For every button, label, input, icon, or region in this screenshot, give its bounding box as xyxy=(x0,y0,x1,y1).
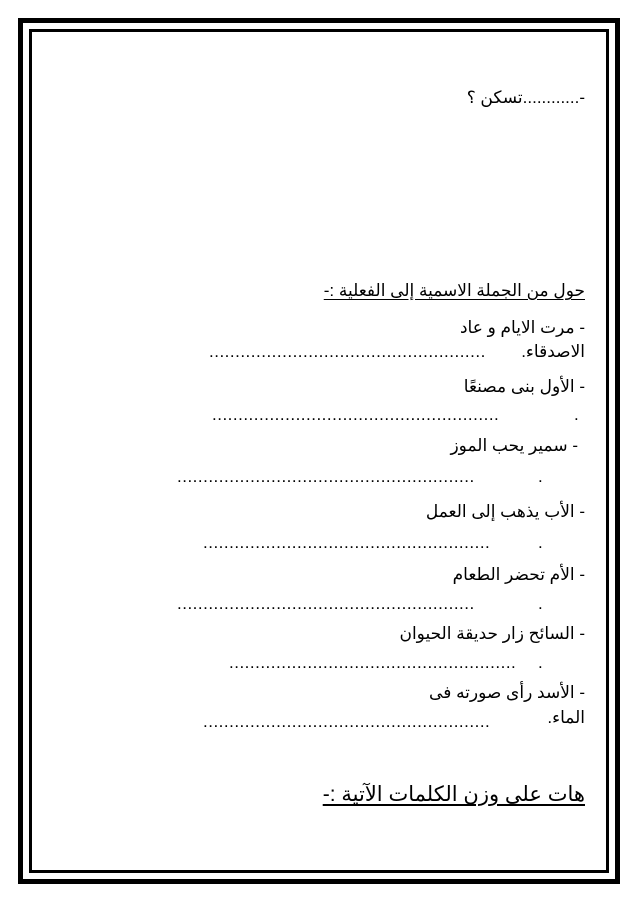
end-mark-3: . xyxy=(538,467,543,486)
exercise-sentence-3: - سمير يحب الموز xyxy=(450,436,578,455)
exercise-sentence-4: - الأب يذهب إلى العمل xyxy=(425,502,585,521)
exercise-sentence-2: - الأول بنى مصنعًا xyxy=(463,377,585,396)
end-mark-6: . xyxy=(538,653,543,672)
answer-line-4: ....................................................... xyxy=(203,533,491,552)
exercise-sentence-6: - السائح زار حديقة الحيوان xyxy=(399,624,585,643)
answer-line-6: ....................................................... xyxy=(229,653,517,672)
answer-line-2: ....................................................... xyxy=(212,405,500,424)
answer-line-7: ....................................................... xyxy=(203,712,491,731)
exercise-sentence-5: - الأم تحضر الطعام xyxy=(452,565,585,584)
question-line: -............تسكن ؟ xyxy=(466,88,585,107)
exercise-sentence-1-continuation: الاصدقاء. xyxy=(521,342,585,361)
answer-line-5: ......................................................... xyxy=(177,594,475,613)
end-mark-4: . xyxy=(538,533,543,552)
exercise-sentence-1: - مرت الايام و عاد xyxy=(459,318,585,337)
end-mark-2: . xyxy=(574,405,579,424)
section-title-word-patterns: هات على وزن الكلمات الآتية :- xyxy=(322,783,585,806)
end-mark-5: . xyxy=(538,594,543,613)
answer-line-3: ......................................................... xyxy=(177,467,475,486)
exercise-sentence-7-continuation: الماء. xyxy=(547,708,585,727)
answer-line-1: ..................................................... xyxy=(209,342,486,361)
section-title-nominal-to-verbal: حول من الجملة الاسمية إلى الفعلية :- xyxy=(323,281,585,300)
exercise-sentence-7: - الأسد رأى صورته فى xyxy=(429,683,585,702)
